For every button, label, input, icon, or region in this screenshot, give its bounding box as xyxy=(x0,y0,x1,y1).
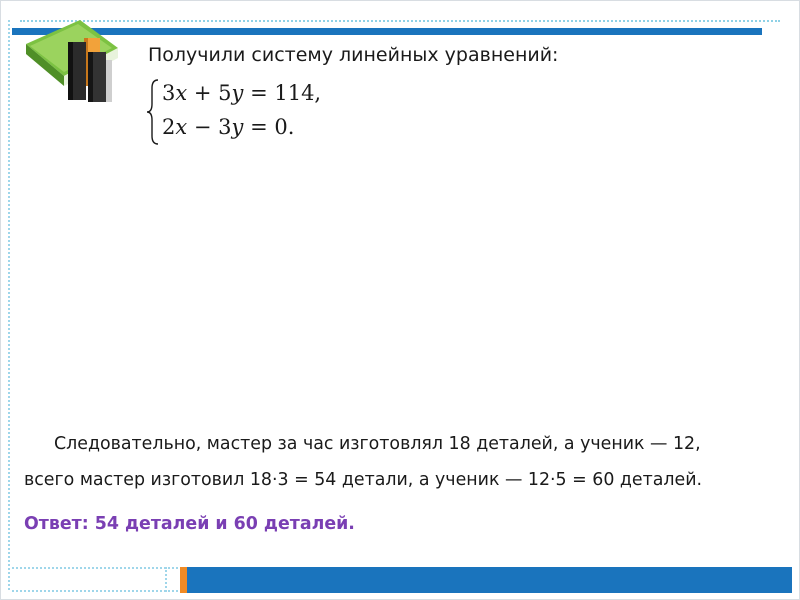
left-brace xyxy=(146,78,160,146)
heading: Получили систему линейных уравнений: xyxy=(148,44,559,66)
explanation-text xyxy=(24,426,784,498)
bottom-dotted-guide xyxy=(12,567,178,569)
left-dotted-guide xyxy=(8,20,10,590)
explanation-line-1: Следовательно, мастер за час изготовлял 18 деталей, а ученик — 12, xyxy=(54,434,701,454)
books-icon xyxy=(22,14,132,104)
top-dotted-guide xyxy=(20,20,780,22)
equation-2: 2x − 3y = 0. xyxy=(162,115,295,139)
bottom-dotted-guide-lower xyxy=(12,590,178,592)
bottom-accent-mark xyxy=(180,567,187,593)
explanation-line-2: всего мастер изготовил 18·3 = 54 детали, а ученик — 12·5 = 60 деталей. xyxy=(24,470,703,490)
answer-text: Ответ: 54 деталей и 60 деталей. xyxy=(24,514,355,534)
bottom-dotted-divider xyxy=(165,567,167,592)
bottom-accent-bar xyxy=(187,567,792,593)
equation-1: 3x + 5y = 114, xyxy=(162,81,322,105)
